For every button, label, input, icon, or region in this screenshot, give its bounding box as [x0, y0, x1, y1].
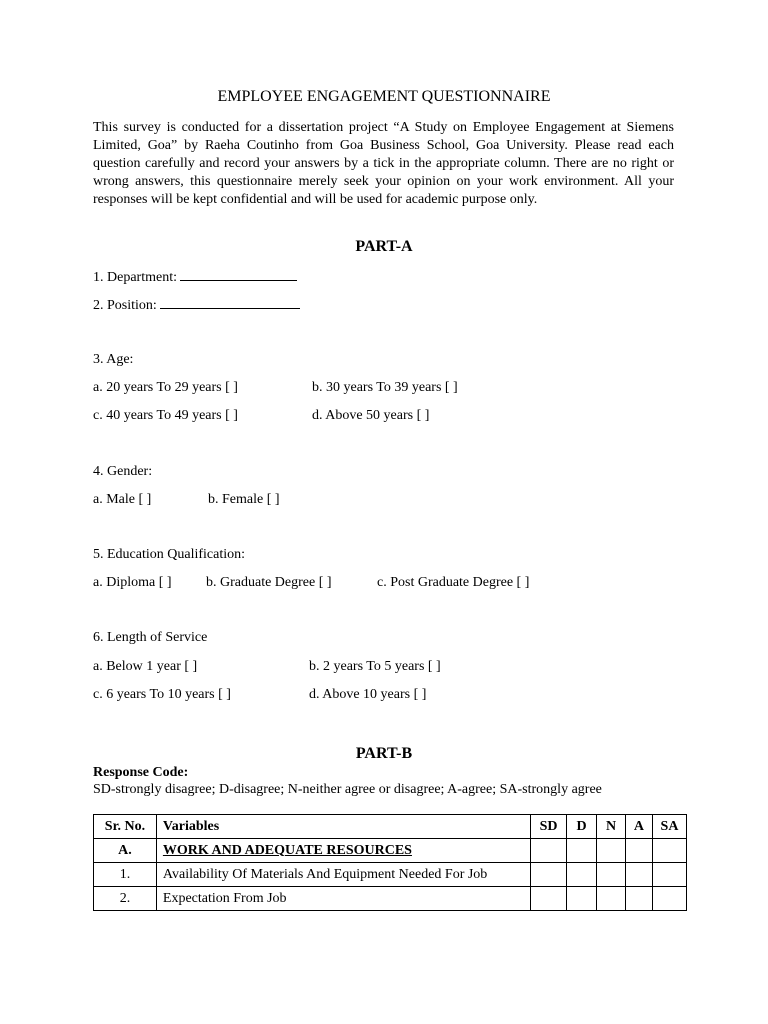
response-cell-sd[interactable]	[531, 863, 567, 887]
header-a: A	[625, 815, 652, 839]
age-option-a[interactable]: a. 20 years To 29 years [ ]	[93, 380, 238, 395]
education-option-postgraduate[interactable]: c. Post Graduate Degree [ ]	[377, 575, 530, 590]
header-d: D	[567, 815, 597, 839]
response-code-text: SD-strongly disagree; D-disagree; N-neither agree or disagree; A-agree; SA-strongly agree	[93, 782, 602, 797]
header-sd: SD	[531, 815, 567, 839]
education-option-graduate[interactable]: b. Graduate Degree [ ]	[206, 575, 332, 590]
position-question	[93, 296, 300, 314]
part-b-heading: PART-B	[355, 745, 413, 762]
response-cell-d[interactable]	[567, 863, 597, 887]
response-cell-n[interactable]	[597, 887, 626, 911]
response-cell-d[interactable]	[567, 887, 597, 911]
section-cell-a	[625, 839, 652, 863]
gender-label: 4. Gender:	[93, 464, 153, 479]
header-sr-no: Sr. No.	[94, 815, 157, 839]
education-label: 5. Education Qualification:	[93, 547, 246, 562]
table-header-row	[94, 815, 687, 839]
intro-paragraph	[93, 119, 674, 209]
service-option-a[interactable]: a. Below 1 year [ ]	[93, 659, 198, 674]
table-row	[94, 863, 687, 887]
response-table	[93, 814, 687, 911]
service-option-c[interactable]: c. 6 years To 10 years [ ]	[93, 687, 231, 702]
age-option-b[interactable]: b. 30 years To 39 years [ ]	[312, 380, 458, 395]
header-variables: Variables	[156, 815, 530, 839]
education-option-diploma[interactable]: a. Diploma [ ]	[93, 575, 172, 590]
position-field[interactable]	[160, 296, 300, 309]
section-title: WORK AND ADEQUATE RESOURCES	[156, 839, 530, 863]
part-a-heading: PART-A	[355, 238, 413, 255]
row-variable: Availability Of Materials And Equipment Needed For Job	[156, 863, 530, 887]
department-label: 1. Department:	[93, 270, 177, 285]
table-section-row	[94, 839, 687, 863]
section-cell-sa	[652, 839, 686, 863]
service-option-b[interactable]: b. 2 years To 5 years [ ]	[309, 659, 441, 674]
age-option-c[interactable]: c. 40 years To 49 years [ ]	[93, 408, 238, 423]
service-length-label: 6. Length of Service	[93, 630, 208, 645]
intro-text: This survey is conducted for a dissertation project “A Study on Employee Engagement at Siemens Limited, Goa” by Raeha Coutinho from Goa Business School, Goa University. Please read each question carefully and record your answers by a tick in the appropriate column. There are no right or wrong answers, this questionnaire merely seek your opinion on your work environment. All your responses will be kept confidential and will be used for academic purpose only.	[93, 120, 674, 207]
response-cell-sa[interactable]	[652, 863, 686, 887]
section-cell-n	[597, 839, 626, 863]
department-question	[93, 268, 297, 286]
gender-option-male[interactable]: a. Male [ ]	[93, 492, 152, 507]
section-cell-d	[567, 839, 597, 863]
document-title: EMPLOYEE ENGAGEMENT QUESTIONNAIRE	[217, 88, 551, 105]
response-cell-sd[interactable]	[531, 887, 567, 911]
response-cell-sa[interactable]	[652, 887, 686, 911]
section-number: A.	[94, 839, 157, 863]
table-row	[94, 887, 687, 911]
position-label: 2. Position:	[93, 298, 157, 313]
header-n: N	[597, 815, 626, 839]
header-sa: SA	[652, 815, 686, 839]
service-option-d[interactable]: d. Above 10 years [ ]	[309, 687, 427, 702]
gender-option-female[interactable]: b. Female [ ]	[208, 492, 280, 507]
age-option-d[interactable]: d. Above 50 years [ ]	[312, 408, 430, 423]
row-variable: Expectation From Job	[156, 887, 530, 911]
response-cell-a[interactable]	[625, 863, 652, 887]
response-cell-n[interactable]	[597, 863, 626, 887]
section-cell-sd	[531, 839, 567, 863]
response-cell-a[interactable]	[625, 887, 652, 911]
row-number: 2.	[94, 887, 157, 911]
response-code-label: Response Code:	[93, 765, 189, 780]
row-number: 1.	[94, 863, 157, 887]
age-label: 3. Age:	[93, 352, 134, 367]
department-field[interactable]	[180, 268, 297, 281]
